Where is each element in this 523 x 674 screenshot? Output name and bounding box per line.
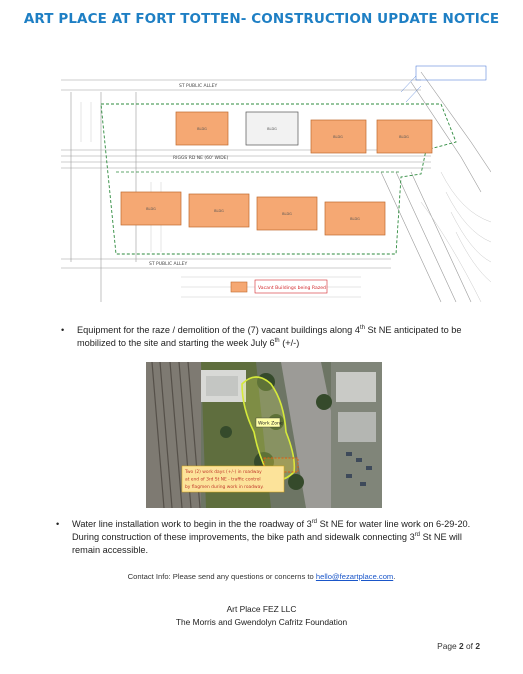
street-bottom-label: ST PUBLIC ALLEY	[149, 262, 188, 267]
street-top-label: ST PUBLIC ALLEY	[179, 84, 218, 89]
work-zone-label: Work Zone	[258, 421, 283, 427]
building-label: BLDG	[267, 127, 277, 131]
legend-label: Vacant Buildings being Razed	[258, 286, 326, 291]
aerial-note-line1: Two (2) work days (+/-) in roadway	[185, 470, 262, 475]
legend-swatch	[231, 282, 247, 292]
aerial-note-line2: at end of 3rd St NE - traffic control	[185, 477, 261, 483]
bullet-raze-demolition: • Equipment for the raze / demolition of the (7) vacant buildings along 4th St NE anticipated to be mobilized to the site and starting the week July 6th (+/-)	[61, 324, 462, 348]
site-plan-drawing	[61, 62, 491, 309]
building-label: BLDG	[214, 209, 224, 213]
bullet-dot-icon: •	[56, 519, 60, 529]
building-label: BLDG	[399, 135, 409, 139]
building-label: BLDG	[333, 135, 343, 139]
page-number: Page 2 of 2	[437, 641, 480, 651]
footer-org-1: Art Place FEZ LLC	[226, 604, 297, 614]
contact-info: Contact Info: Please send any questions or concerns to hello@fezartplace.com.	[127, 572, 396, 581]
building-label: BLDG	[197, 127, 207, 131]
email-link[interactable]: hello@fezartplace.com	[315, 572, 394, 581]
bullet-dot-icon: •	[61, 325, 65, 335]
street-mid-label: RIGGS RD NE (60' WIDE)	[173, 156, 229, 161]
building-label: BLDG	[350, 217, 360, 221]
footer-org-2: The Morris and Gwendolyn Cafritz Foundation	[175, 617, 348, 627]
building-label: BLDG	[146, 207, 156, 211]
aerial-work-zone-photo	[146, 362, 382, 508]
bullet-water-line: • Water line installation work to begin in the the roadway of 3rd St NE for water line work on 6-29-20. During construction of these improvements, the bike path and sidewalk connecting 3rd St NE will remain accessible.	[56, 518, 471, 555]
building-label: BLDG	[282, 212, 292, 216]
aerial-note-line3: by flagmen during work in roadway.	[185, 485, 264, 490]
page-title: ART PLACE AT FORT TOTTEN- CONSTRUCTION UPDATE NOTICE	[23, 11, 500, 27]
